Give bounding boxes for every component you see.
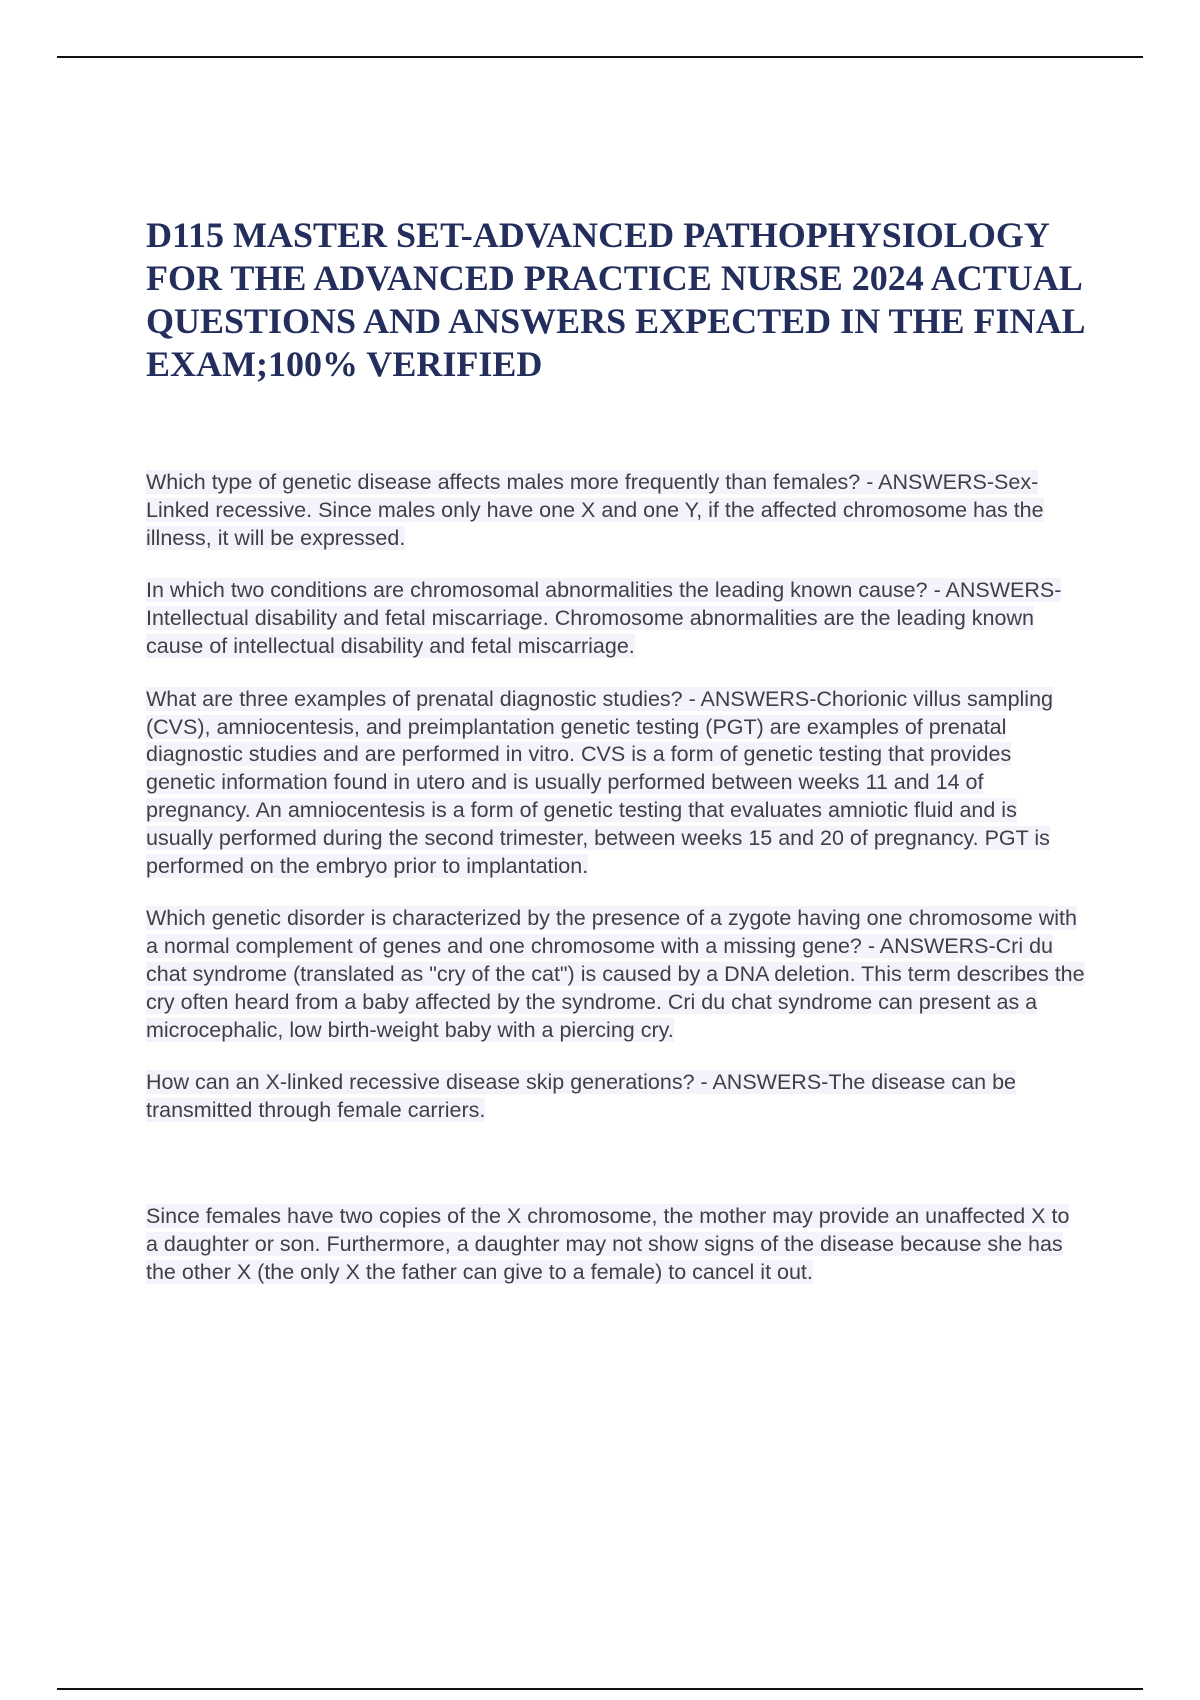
document-title: D115 MASTER SET-ADVANCED PATHOPHYSIOLOGY FOR THE ADVANCED PRACTICE NURSE 2024 ACTUAL QUESTIONS AND ANSWERS EXPECTED IN THE FINAL EXAM;100% VERIFIED bbox=[146, 215, 1084, 384]
qa-entry-text: What are three examples of prenatal diagnostic studies? - ANSWERS-Chorionic villus sampling (CVS), amniocentesis, and preimplantation genetic testing (PGT) are examples of prenatal diagnostic studies and are performed in vitro. CVS is a form of genetic testing that provides genetic information found in utero and is usually performed between weeks 11 and 14 of pregnancy. An amniocentesis is a form of genetic testing that evaluates amniotic fluid and is usually performed during the second trimester, between weeks 15 and 20 of pregnancy. PGT is performed on the embryo prior to implantation. bbox=[146, 686, 1053, 878]
top-rule bbox=[57, 56, 1143, 58]
answer-continuation-text: Since females have two copies of the X chromosome, the mother may provide an unaffected X to a daughter or son. Furthermore, a daughter may not show signs of the disease because she has the other X (the only X the father can give to a female) to cancel it out. bbox=[146, 1203, 1070, 1284]
qa-entry bbox=[146, 577, 1086, 660]
qa-entry-text: Which genetic disorder is characterized by the presence of a zygote having one chromosome with a normal complement of genes and one chromosome with a missing gene? - ANSWERS-Cri du chat syndrome (translated as "cry of the cat") is caused by a DNA deletion. This term describes the cry often heard from a baby affected by the syndrome. Cri du chat syndrome can present as a microcephalic, low birth-weight baby with a piercing cry. bbox=[146, 906, 1085, 1042]
qa-entry-text: Which type of genetic disease affects males more frequently than females? - ANSWERS-Sex-Linked recessive. Since males only have one X and one Y, if the affected chromosome has the illness, it will be expressed. bbox=[146, 470, 1044, 550]
qa-content bbox=[146, 469, 1086, 1311]
qa-entry bbox=[146, 469, 1086, 552]
qa-entry bbox=[146, 1069, 1086, 1125]
qa-entry-text: How can an X-linked recessive disease skip generations? - ANSWERS-The disease can be transmitted through female carriers. bbox=[146, 1070, 1016, 1123]
bottom-rule bbox=[57, 1688, 1143, 1690]
qa-entry bbox=[146, 905, 1086, 1044]
qa-entry bbox=[146, 686, 1086, 881]
answer-continuation bbox=[146, 1203, 1086, 1286]
qa-entry-text: In which two conditions are chromosomal abnormalities the leading known cause? - ANSWERS-Intellectual disability and fetal miscarriage. Chromosome abnormalities are the leading known cause of intellectual disability and fetal miscarriage. bbox=[146, 578, 1062, 658]
